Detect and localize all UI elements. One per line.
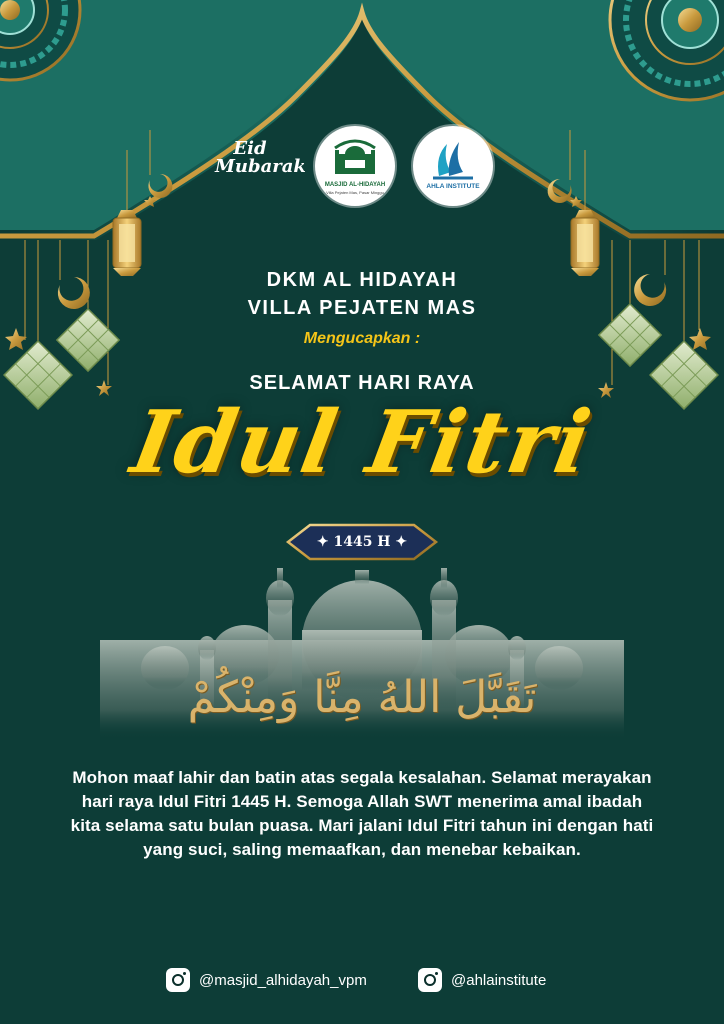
mengucapkan-label: Mengucapkan : — [303, 330, 421, 347]
ahla-logo-caption: AHLA INSTITUTE — [426, 183, 480, 190]
year-badge — [288, 523, 436, 561]
selamat-hari-raya-label: SELAMAT HARI RAYA — [249, 372, 475, 394]
instagram-icon — [166, 968, 190, 992]
social-handle-ahla[interactable] — [418, 966, 546, 994]
eid-logo-line1: Eid — [233, 138, 267, 159]
arabic-calligraphy: تَقَبَّلَ اللهُ مِنَّا وَمِنْكُمْ — [187, 672, 537, 723]
org-line-1: DKM AL HIDAYAH — [266, 269, 458, 291]
social-handle-text: @ahlainstitute — [451, 971, 547, 989]
masjid-al-hidayah-logo — [315, 126, 395, 206]
social-handle-masjid[interactable] — [166, 966, 367, 994]
instagram-icon — [418, 968, 442, 992]
year-label: ✦ 1445 H ✦ — [316, 534, 408, 550]
organization-name — [0, 266, 724, 322]
ahla-emblem-icon — [413, 126, 493, 206]
greeting-message: Mohon maaf lahir dan batin atas segala kesalahan. Selamat merayakan hari raya Idul Fitri 1445 H. Semoga Allah SWT menerima amal ibadah kita selama satu bulan puasa. Mari jalani Idul Fitri tahun ini dengan hati yang suci, saling memaafkan, dan menebar kebaikan. — [70, 768, 654, 859]
social-handle-text: @masjid_alhidayah_vpm — [199, 971, 367, 989]
masjid-logo-caption: MASJID AL-HIDAYAH — [324, 182, 386, 188]
org-line-2: VILLA PEJATEN MAS — [247, 297, 477, 319]
masjid-logo-subcaption: Villa Pejaten Mas, Pasar Minggu — [326, 190, 384, 195]
ahla-institute-logo — [413, 126, 493, 206]
logo-row — [215, 126, 515, 216]
eid-mubarak-logo — [215, 138, 306, 177]
eid-logo-line2: Mubarak — [215, 156, 306, 177]
idul-fitri-headline: Idul Fitri — [124, 392, 600, 493]
